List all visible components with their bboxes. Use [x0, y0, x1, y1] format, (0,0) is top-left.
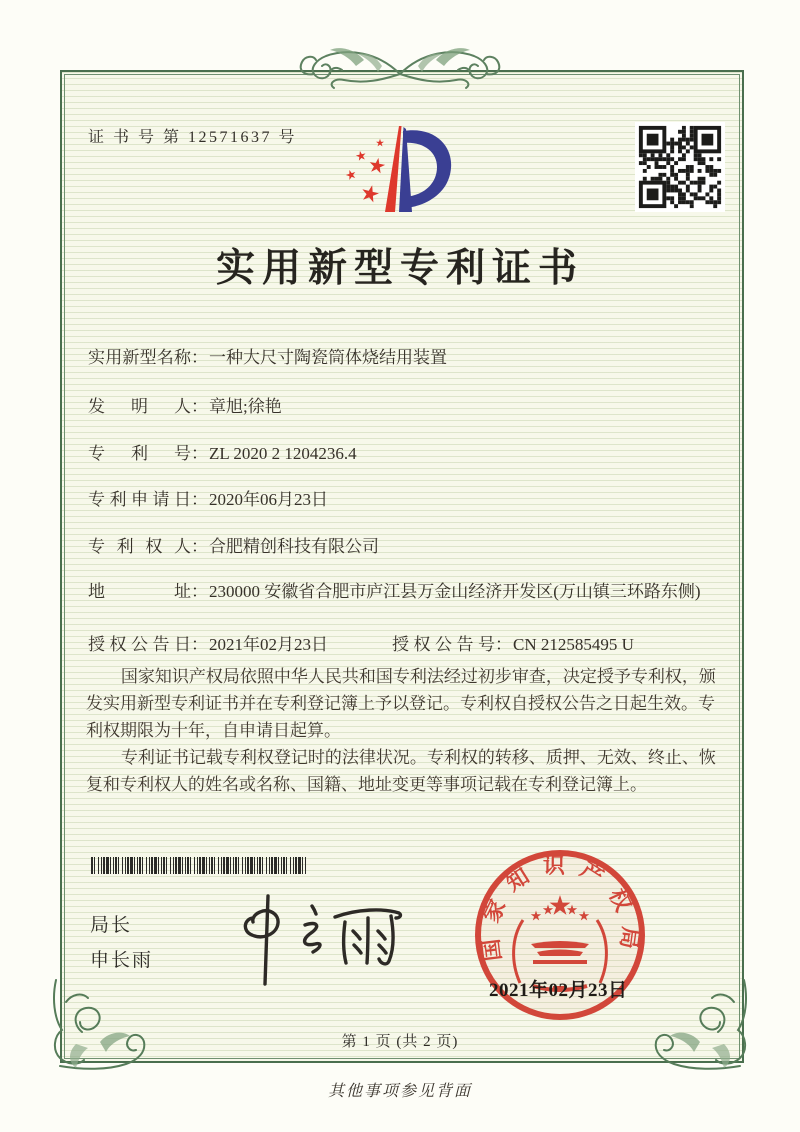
seal-text: 国家知识产权局	[476, 852, 644, 964]
field-colon: ：	[191, 582, 208, 601]
top-flourish-ornament-icon	[278, 40, 522, 98]
field-colon: ：	[191, 444, 208, 463]
field-row-patent-number	[88, 441, 718, 466]
seal-date: 2021年02月23日	[489, 980, 628, 1001]
field-label: 实用新型名称	[88, 348, 191, 367]
field-row-grant-publication	[88, 632, 718, 657]
field-label: 专利权人	[88, 537, 191, 556]
field-colon: ：	[495, 635, 512, 654]
field-row-filing-date	[88, 487, 718, 512]
field-row-inventor	[88, 394, 718, 419]
field-label: 授权公告号	[392, 635, 495, 654]
field-value: 2021年02月23日	[209, 635, 328, 654]
field-row-address	[88, 579, 718, 604]
legal-text-block	[86, 663, 718, 798]
field-label: 专利号	[88, 444, 191, 463]
field-colon: ：	[191, 397, 208, 416]
field-colon: ：	[191, 348, 208, 367]
field-pair-grant-number	[392, 632, 634, 657]
field-colon: ：	[191, 635, 208, 654]
certificate-number: 证 书 号 第 12571637 号	[88, 129, 298, 146]
field-value: 章旭;徐艳	[209, 397, 282, 416]
barcode-icon	[90, 857, 310, 874]
field-colon: ：	[191, 490, 208, 509]
field-row-patentee	[88, 534, 718, 559]
field-value: 一种大尺寸陶瓷筒体烧结用装置	[209, 348, 447, 367]
field-row-patent-name	[88, 345, 718, 370]
back-side-note: 其他事项参见背面	[327, 1083, 472, 1100]
qr-code-icon	[635, 122, 725, 212]
field-value: 2020年06月23日	[209, 490, 328, 509]
field-value: 合肥精创科技有限公司	[209, 537, 379, 556]
field-label: 地址	[88, 582, 191, 601]
legal-paragraph-2: 专利证书记载专利权登记时的法律状况。专利权的转移、质押、无效、终止、恢复和专利权人的姓名或名称、国籍、地址变更等事项记载在专利登记簿上。	[86, 748, 716, 794]
field-label: 授权公告日	[88, 635, 191, 654]
legal-paragraph-1: 国家知识产权局依照中华人民共和国专利法经过初步审查，决定授予专利权，颁发实用新型专利证书并在专利登记簿上予以登记。专利权自授权公告之日起生效。专利权期限为十年，自申请日起算。	[86, 667, 716, 740]
field-value: ZL 2020 2 1204236.4	[209, 444, 357, 463]
field-colon: ：	[191, 537, 208, 556]
page-number: 第 1 页 (共 2 页)	[341, 1034, 459, 1050]
field-value: 230000 安徽省合肥市庐江县万金山经济开发区(万山镇三环路东侧)	[209, 582, 701, 601]
field-value: CN 212585495 U	[513, 635, 634, 654]
signer-title: 局长	[90, 915, 133, 936]
field-label: 专利申请日	[88, 490, 191, 509]
certificate-title: 实用新型专利证书	[215, 247, 584, 290]
signer-name: 申长雨	[90, 950, 154, 971]
field-label: 发明人	[88, 397, 191, 416]
cnipa-logo-icon	[333, 118, 473, 218]
bottom-left-corner-ornament-icon	[48, 978, 153, 1073]
shen-changyu-signature-icon	[235, 888, 407, 990]
bottom-right-corner-ornament-icon	[647, 978, 752, 1073]
